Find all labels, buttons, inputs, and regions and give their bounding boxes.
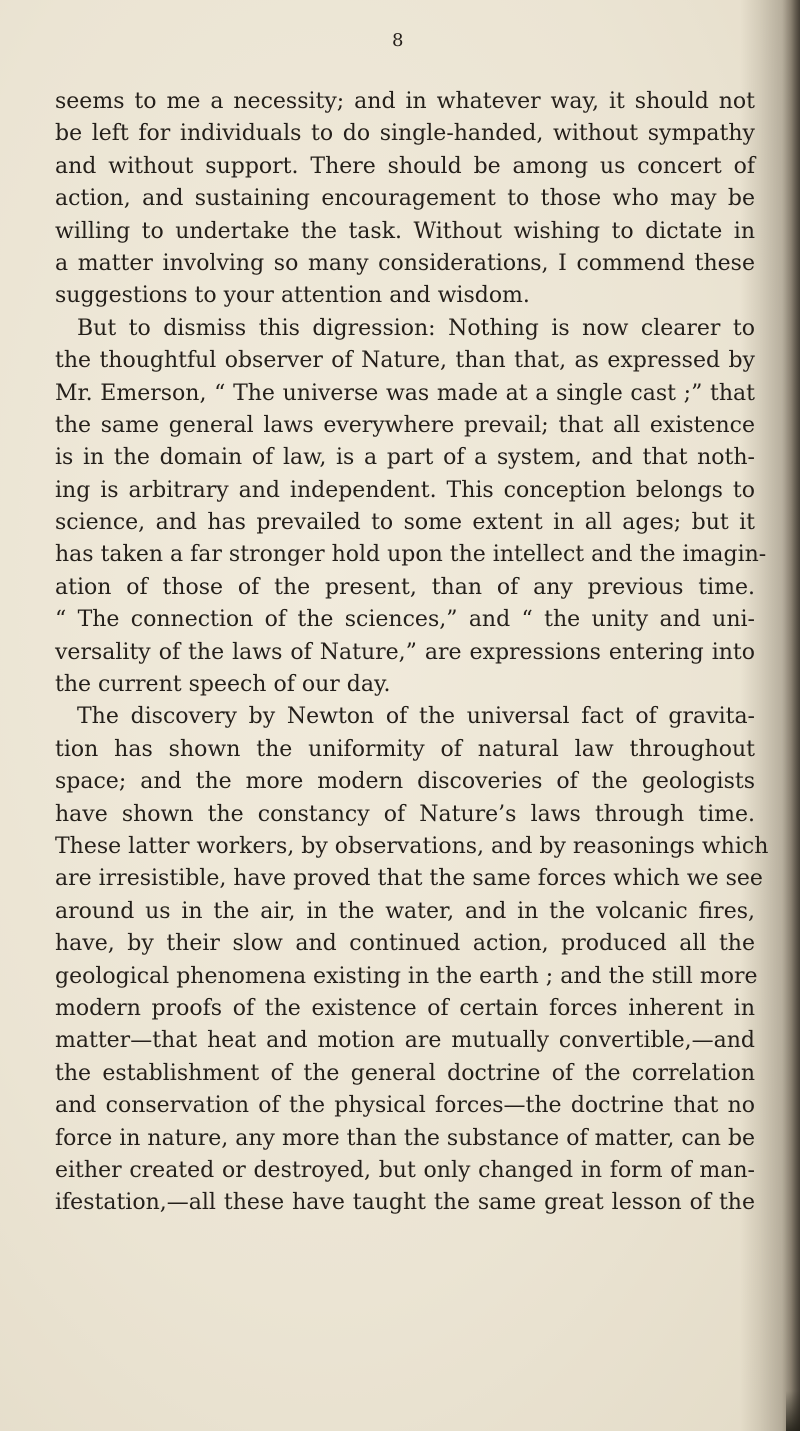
text-line: and without support. There should be among us concert of [55,153,755,179]
text-line: matter—that heat and motion are mutually convertible,—and [55,1028,755,1054]
text-line: The discovery by Newton of the universal fact of gravita- [77,704,755,730]
text-line: either created or destroyed, but only changed in form of man- [55,1157,755,1183]
text-line: a matter involving so many considerations, I commend these [55,250,755,276]
text-line: are irresistible, have proved that the same forces which we see [55,866,763,892]
page-corner-shadow [786,1391,800,1431]
text-line: be left for individuals to do single-handed, without sympathy [55,121,755,147]
text-line: is in the domain of law, is a part of a system, and that noth- [55,445,755,471]
text-line: These latter workers, by observations, and by reasonings which [55,833,769,859]
page-number: 8 [392,30,404,51]
text-line: Mr. Emerson, “ The universe was made at a single cast ;” that [55,380,755,406]
text-line: action, and sustaining encouragement to those who may be [55,186,755,212]
text-line: have shown the constancy of Nature’s laws through time. [55,801,755,827]
text-line: ing is arbitrary and independent. This conception belongs to [55,477,755,503]
text-line: seems to me a necessity; and in whatever way, it should not [55,89,755,114]
text-line: science, and has prevailed to some extent in all ages; but it [55,510,755,536]
text-line: tion has shown the uniformity of natural law throughout [55,736,755,762]
text-line: versality of the laws of Nature,” are expressions entering into [55,639,755,665]
text-line: and conservation of the physical forces—the doctrine that no [55,1093,755,1119]
page-edge-shadow [782,0,800,1431]
text-line: the current speech of our day. [55,672,391,698]
text-line: ifestation,—all these have taught the same great lesson of the [55,1190,755,1216]
text-line: modern proofs of the existence of certain forces inherent in [55,995,755,1021]
text-line: the establishment of the general doctrine of the correlation [55,1060,755,1086]
text-line: space; and the more modern discoveries of the geologists [55,769,755,795]
text-line: the same general laws everywhere prevail; that all existence [55,412,755,438]
text-line: But to dismiss this digression: Nothing is now clearer to [77,315,755,341]
text-line: willing to undertake the task. Without wishing to dictate in [55,218,755,244]
text-line: has taken a far stronger hold upon the intellect and the imagin- [55,542,767,568]
text-line: have, by their slow and continued action, produced all the [55,931,755,957]
text-line: around us in the air, in the water, and in the volcanic fires, [55,898,755,924]
text-line: “ The connection of the sciences,” and “ the unity and uni- [55,607,755,633]
text-line: suggestions to your attention and wisdom. [55,283,530,309]
body-text [55,86,769,1220]
text-line: ation of those of the present, than of any previous time. [55,574,755,600]
text-line: force in nature, any more than the substance of matter, can be [55,1125,756,1151]
text-line: geological phenomena existing in the earth ; and the still more [55,963,758,989]
text-line: the thoughtful observer of Nature, than that, as expressed by [55,348,755,374]
